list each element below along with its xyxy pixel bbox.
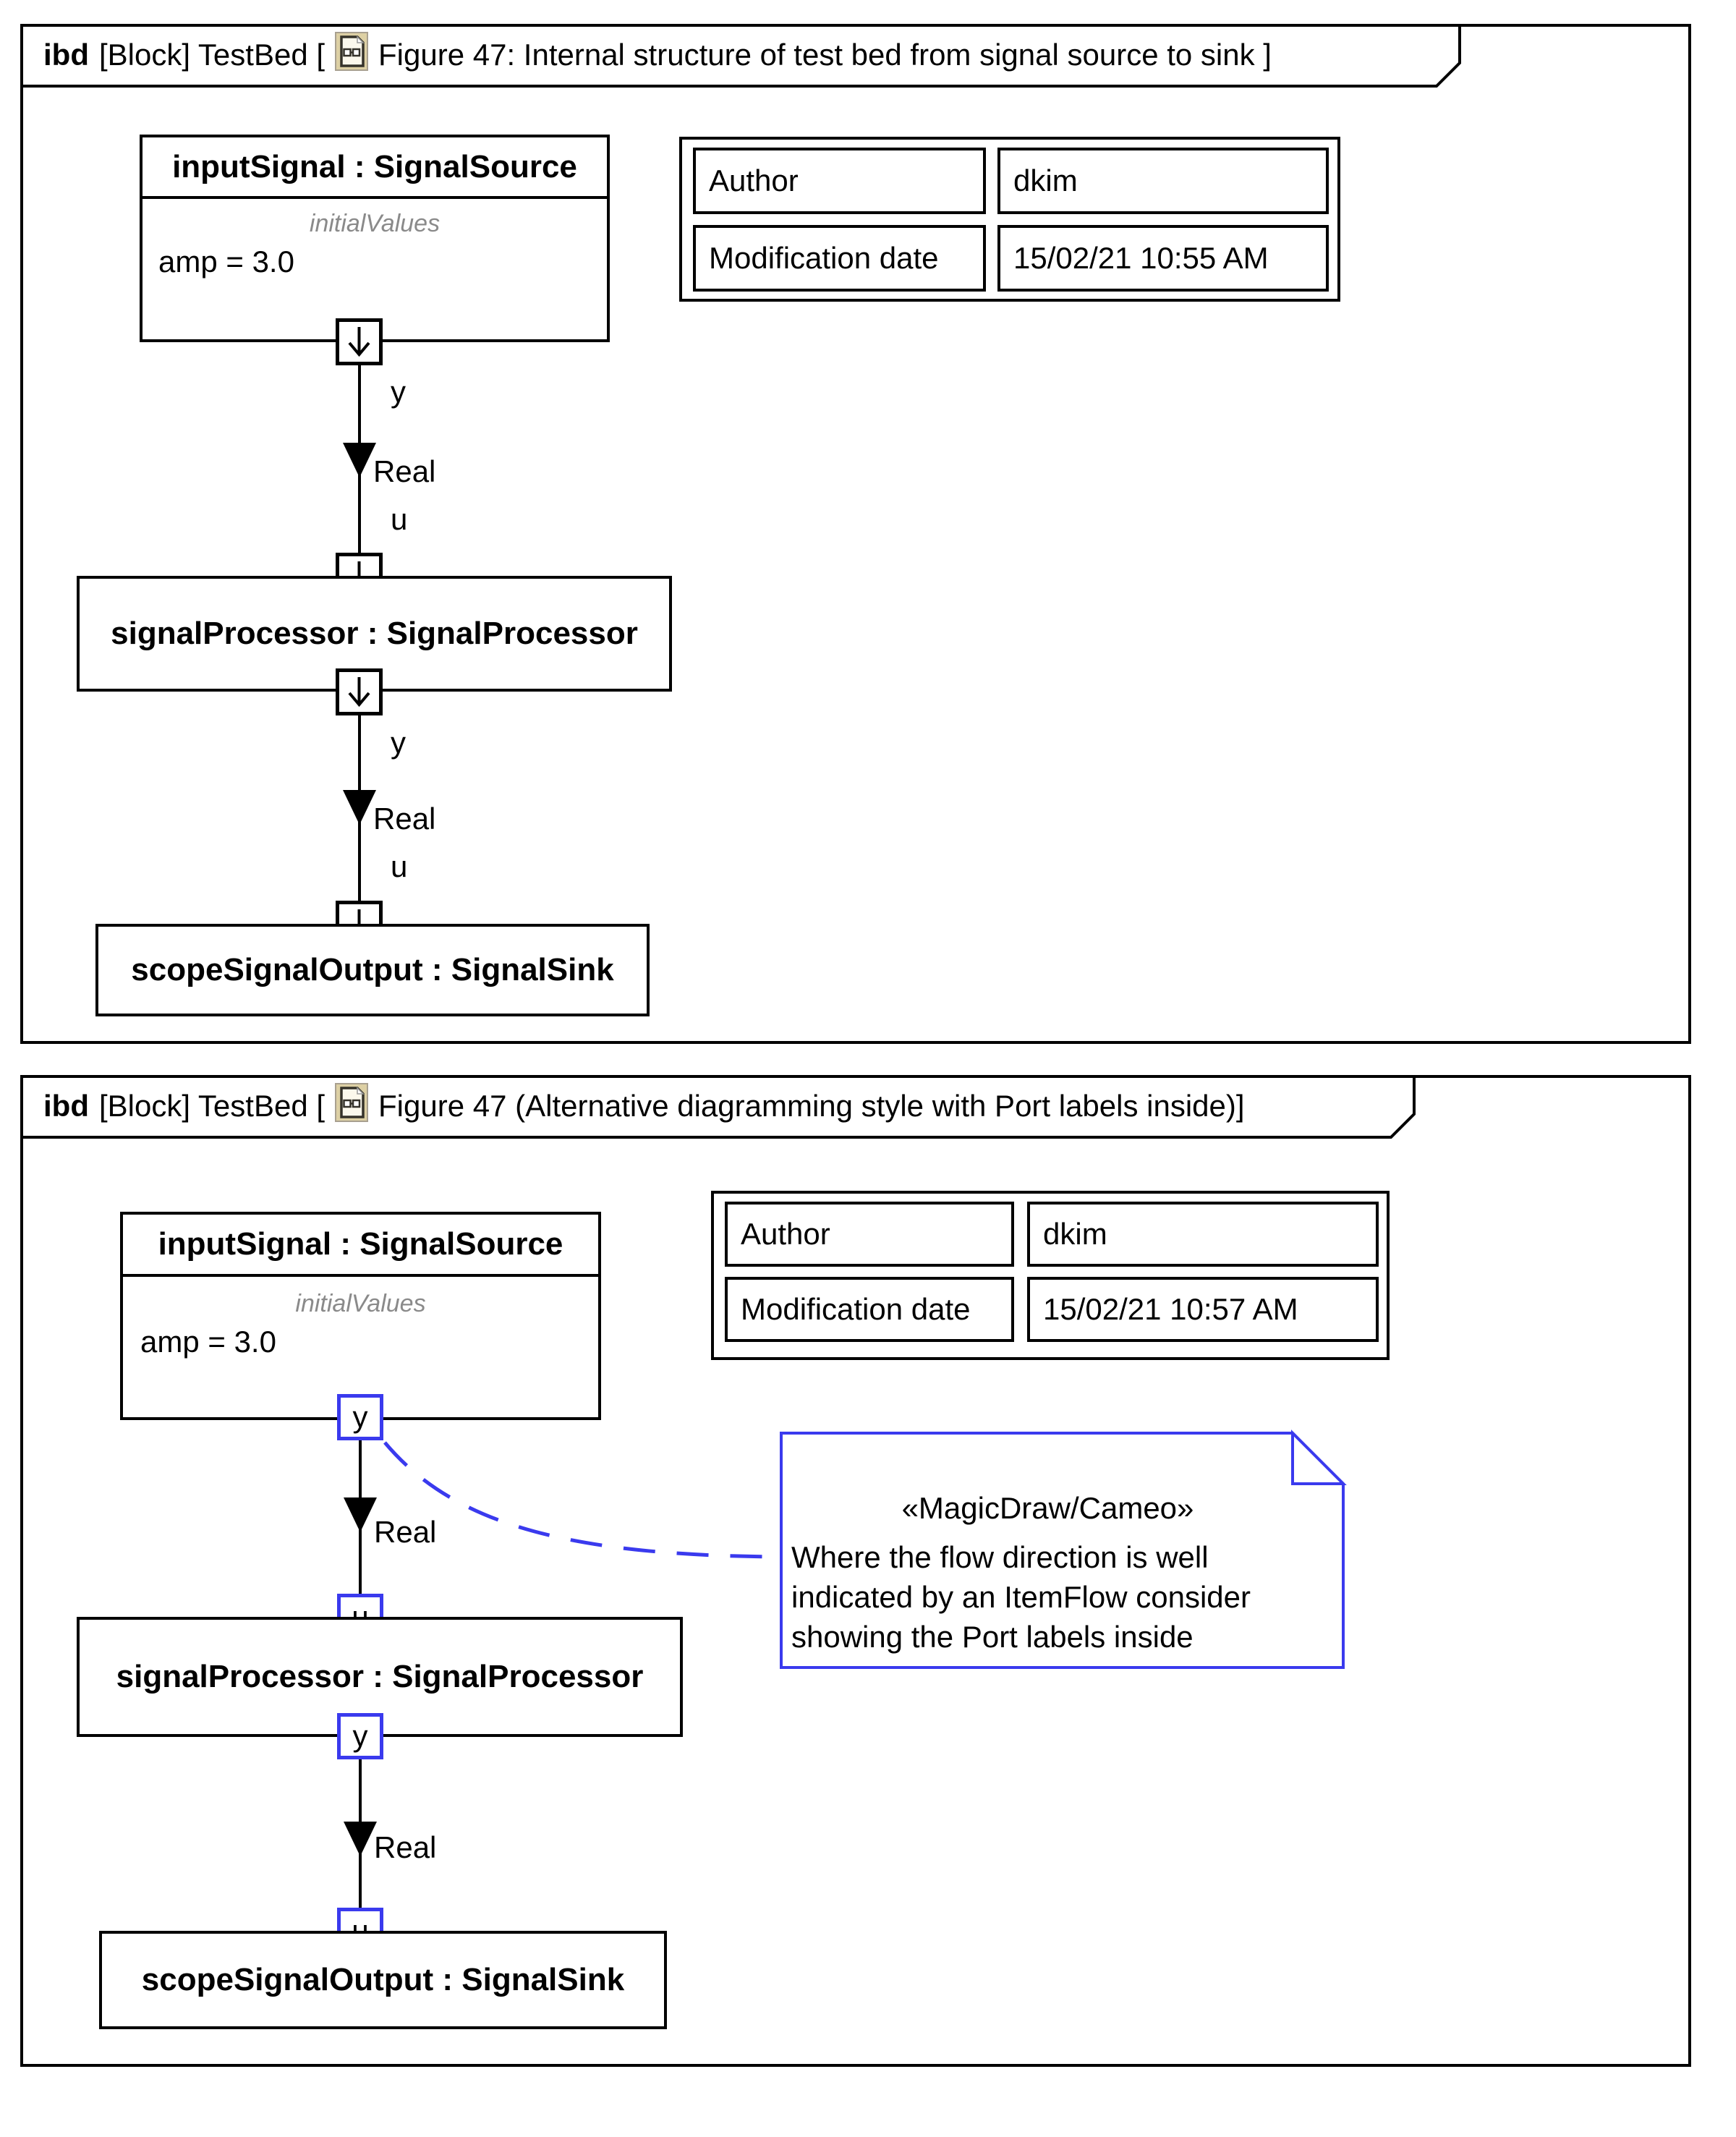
flow-direction-down-arrow-icon (339, 322, 379, 362)
block-title: signalProcessor : SignalProcessor (116, 1659, 644, 1694)
initial-values-label: initialValues (295, 1290, 426, 1317)
comment-note[interactable] (780, 1432, 1345, 1669)
port-label: y (352, 1719, 368, 1753)
initial-value-text: amp = 3.0 (158, 245, 294, 279)
block-input-signal[interactable] (140, 135, 610, 342)
block-title: inputSignal : SignalSource (123, 1215, 598, 1277)
item-flow-label: Real (374, 1830, 437, 1864)
author-key-cell[interactable]: Author (693, 148, 986, 214)
item-flow-down-arrowhead-icon (344, 1497, 377, 1532)
port-input-signal-out[interactable] (337, 1394, 383, 1440)
port-signal-processor-out[interactable] (337, 1713, 383, 1759)
diagram-context-label: [Block] TestBed [ (98, 1089, 326, 1123)
diagram-kind-label: ibd (43, 38, 89, 72)
author-value-cell[interactable]: dkim (997, 148, 1329, 214)
connector-source-label: y (391, 375, 406, 409)
item-flow-down-arrowhead-icon (343, 790, 376, 825)
item-flow-label: Real (373, 454, 436, 488)
connector-target-label: u (391, 502, 408, 536)
diagram1-frame-title (43, 24, 1272, 86)
diagram-kind-label: ibd (43, 1089, 89, 1123)
diagram-context-label: [Block] TestBed [ (98, 38, 326, 72)
modification-value-cell[interactable]: 15/02/21 10:55 AM (997, 225, 1329, 292)
ibd-diagram-document-icon (335, 1083, 368, 1129)
item-flow-label: Real (373, 802, 436, 836)
connector-target-label: u (391, 849, 408, 883)
initial-values-label: initialValues (309, 210, 441, 237)
initial-value-text: amp = 3.0 (140, 1325, 276, 1359)
item-flow-down-arrowhead-icon (343, 443, 376, 477)
item-flow-down-arrowhead-icon (344, 1822, 377, 1856)
author-value-cell[interactable]: dkim (1027, 1202, 1379, 1267)
modification-key-cell[interactable]: Modification date (693, 225, 986, 292)
port-input-signal-out[interactable] (336, 318, 383, 365)
connector-source-label: y (391, 726, 406, 760)
block-title: scopeSignalOutput : SignalSink (131, 952, 614, 987)
note-line: indicated by an ItemFlow consider (791, 1580, 1251, 1614)
note-line: showing the Port labels inside (791, 1620, 1194, 1654)
block-title: scopeSignalOutput : SignalSink (141, 1962, 625, 1997)
diagram-title-text: Figure 47 (Alternative diagramming style with Port labels inside)] (378, 1089, 1245, 1123)
block-input-signal[interactable] (120, 1212, 601, 1420)
block-title: signalProcessor : SignalProcessor (111, 616, 638, 651)
modification-key-cell[interactable]: Modification date (725, 1277, 1014, 1342)
note-line: Where the flow direction is well (791, 1540, 1209, 1574)
note-stereotype: «MagicDraw/Cameo» (901, 1491, 1194, 1525)
flow-direction-down-arrow-icon (339, 672, 379, 712)
diagram2-frame-title (43, 1075, 1245, 1137)
block-title: inputSignal : SignalSource (142, 137, 607, 199)
block-scope-signal-output[interactable] (99, 1931, 667, 2029)
port-signal-processor-out[interactable] (336, 668, 383, 715)
block-scope-signal-output[interactable] (95, 924, 650, 1016)
item-flow-label: Real (374, 1515, 437, 1549)
author-key-cell[interactable]: Author (725, 1202, 1014, 1267)
modification-value-cell[interactable]: 15/02/21 10:57 AM (1027, 1277, 1379, 1342)
ibd-diagram-document-icon (335, 32, 368, 78)
diagram-title-text: Figure 47: Internal structure of test bed from signal source to sink ] (378, 38, 1272, 72)
port-label: y (352, 1400, 368, 1434)
